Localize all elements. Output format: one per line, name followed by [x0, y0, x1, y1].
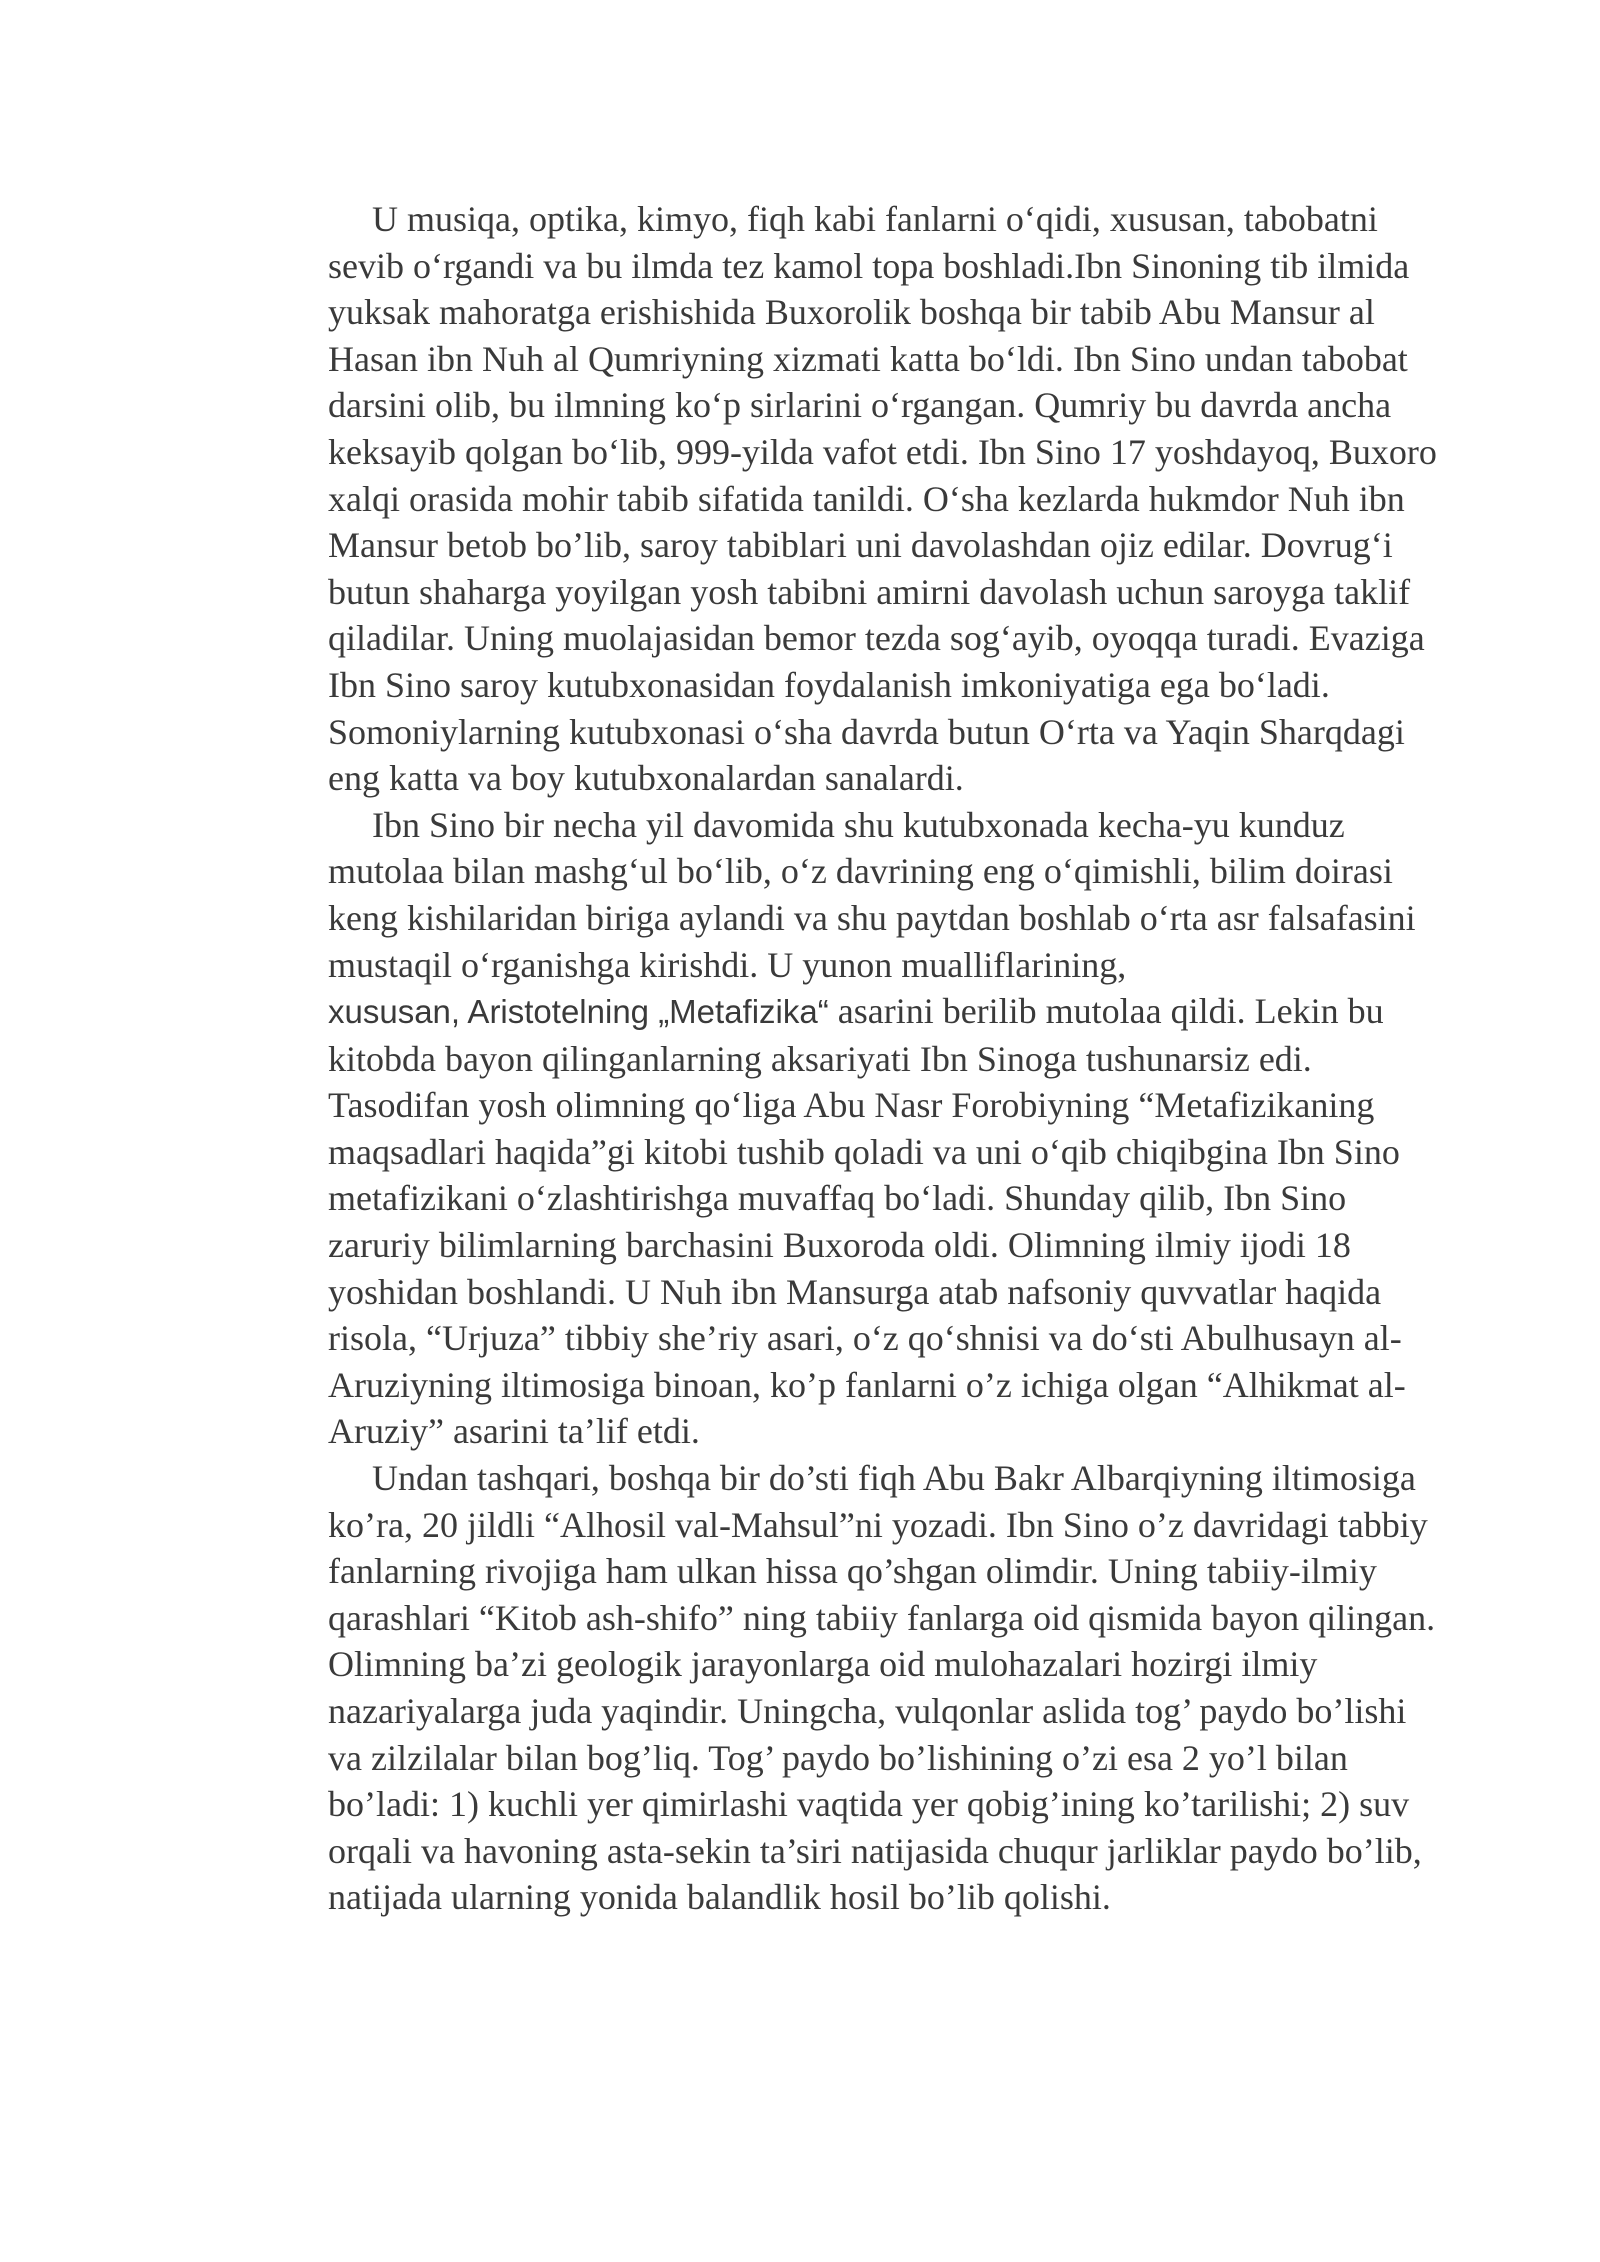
text-line: nazariyalarga juda yaqindir. Uningcha, vulqonlar aslida tog’ paydo bo’lishi — [328, 1691, 1407, 1731]
document-page — [328, 196, 1488, 1921]
paragraph-1 — [328, 196, 1488, 802]
text-line: Tasodifan yosh olimning qo‘liga Abu Nasr Forobiyning “Metafizikaning — [328, 1085, 1375, 1126]
text-line: darsini olib, bu ilmning ko‘p sirlarini o‘rgangan. Qumriy bu davrda ancha — [328, 385, 1392, 426]
text-line: kitobda bayon qilinganlarning aksariyati Ibn Sinoga tushunarsiz edi. — [328, 1038, 1312, 1079]
text-line: Aruziyning iltimosiga binoan, ko’p fanlarni o’z ichiga olgan “Alhikmat al- — [328, 1364, 1406, 1405]
text-line: yoshidan boshlandi. U Nuh ibn Mansurga atab nafsoniy quvvatlar haqida — [328, 1271, 1382, 1312]
text-segment: asarini berilib mutolaa qildi. Lekin bu — [828, 991, 1384, 1032]
text-line: zaruriy bilimlarning barchasini Buxoroda oldi. Olimning ilmiy ijodi 18 — [328, 1225, 1351, 1266]
text-line: Aruziy” asarini ta’lif etdi. — [328, 1411, 700, 1452]
text-line: maqsadlari haqida”gi kitobi tushib qoladi va uni o‘qib chiqibgina Ibn Sino — [328, 1131, 1400, 1172]
text-line: yuksak mahoratga erishishida Buxorolik boshqa bir tabib Abu Mansur al — [328, 292, 1375, 333]
text-line: Hasan ibn Nuh al Qumriyning xizmati katta bo‘ldi. Ibn Sino undan tabobat — [328, 338, 1408, 379]
text-line: U musiqa, optika, kimyo, fiqh kabi fanlarni o‘qidi, xususan, tabobatni — [372, 199, 1378, 239]
text-line: keng kishilaridan biriga aylandi va shu paytdan boshlab o‘rta asr falsafasini — [328, 897, 1416, 938]
text-line: eng katta va boy kutubxonalardan sanalardi. — [328, 758, 964, 799]
text-line: sevib o‘rgandi va bu ilmda tez kamol topa boshladi.Ibn Sinoning tib ilmida — [328, 245, 1410, 286]
text-line: mustaqil o‘rganishga kirishdi. U yunon mualliflarining, — [328, 944, 1127, 985]
text-line: fanlarning rivojiga ham ulkan hissa qo’shgan olimdir. Uning tabiiy-ilmiy — [328, 1551, 1377, 1592]
text-line: Ibn Sino bir necha yil davomida shu kutubxonada kecha-yu kunduz — [372, 804, 1345, 845]
text-line: xalqi orasida mohir tabib sifatida tanildi. O‘sha kezlarda hukmdor Nuh ibn — [328, 478, 1405, 519]
text-line: Olimning ba’zi geologik jarayonlarga oid mulohazalari hozirgi ilmiy — [328, 1644, 1318, 1685]
text-line: bo’ladi: 1) kuchli yer qimirlashi vaqtida yer qobig’ining ko’tarilishi; 2) suv — [328, 1784, 1410, 1825]
text-line: ko’ra, 20 jildli “Alhosil val-Mahsul”ni yozadi. Ibn Sino o’z davridagi tabbiy — [328, 1504, 1428, 1545]
text-line: qarashlari “Kitob ash-shifo” ning tabiiy fanlarga oid qismida bayon qilingan. — [328, 1597, 1436, 1638]
text-line: orqali va havoning asta-sekin ta’siri natijasida chuqur jarliklar paydo bo’lib, — [328, 1830, 1422, 1871]
sans-text-segment: xususan, Aristotelning „Metafizika“ — [328, 993, 829, 1031]
text-line: risola, “Urjuza” tibbiy she’riy asari, o‘z qo‘shnisi va do‘sti Abulhusayn al- — [328, 1318, 1402, 1359]
text-line: keksayib qolgan bo‘lib, 999-yilda vafot etdi. Ibn Sino 17 yoshdayoq, Buxoro — [328, 431, 1437, 472]
text-line: qiladilar. Uning muolajasidan bemor tezda sog‘ayib, oyoqqa turadi. Evaziga — [328, 618, 1425, 659]
text-line — [328, 988, 1488, 1036]
paragraph-3 — [328, 1455, 1488, 1921]
text-line: butun shaharga yoyilgan yosh tabibni amirni davolash uchun saroyga taklif — [328, 571, 1411, 612]
text-line: mutolaa bilan mashg‘ul bo‘lib, o‘z davrining eng o‘qimishli, bilim doirasi — [328, 851, 1393, 892]
paragraph-2 — [328, 802, 1488, 1455]
text-line: natijada ularning yonida balandlik hosil bo’lib qolishi. — [328, 1877, 1111, 1918]
text-line: metafizikani o‘zlashtirishga muvaffaq bo‘ladi. Shunday qilib, Ibn Sino — [328, 1178, 1347, 1219]
text-line: Undan tashqari, boshqa bir do’sti fiqh Abu Bakr Albarqiyning iltimosiga — [372, 1458, 1416, 1499]
text-line: Somoniylarning kutubxonasi o‘sha davrda butun O‘rta va Yaqin Sharqdagi — [328, 711, 1405, 752]
text-line: Mansur betob bo’lib, saroy tabiblari uni davolashdan ojiz edilar. Dovrug‘i — [328, 525, 1393, 566]
text-line: Ibn Sino saroy kutubxonasidan foydalanish imkoniyatiga ega bo‘ladi. — [328, 664, 1330, 705]
text-line: va zilzilalar bilan bog’liq. Tog’ paydo bo’lishining o’zi esa 2 yo’l bilan — [328, 1737, 1348, 1778]
